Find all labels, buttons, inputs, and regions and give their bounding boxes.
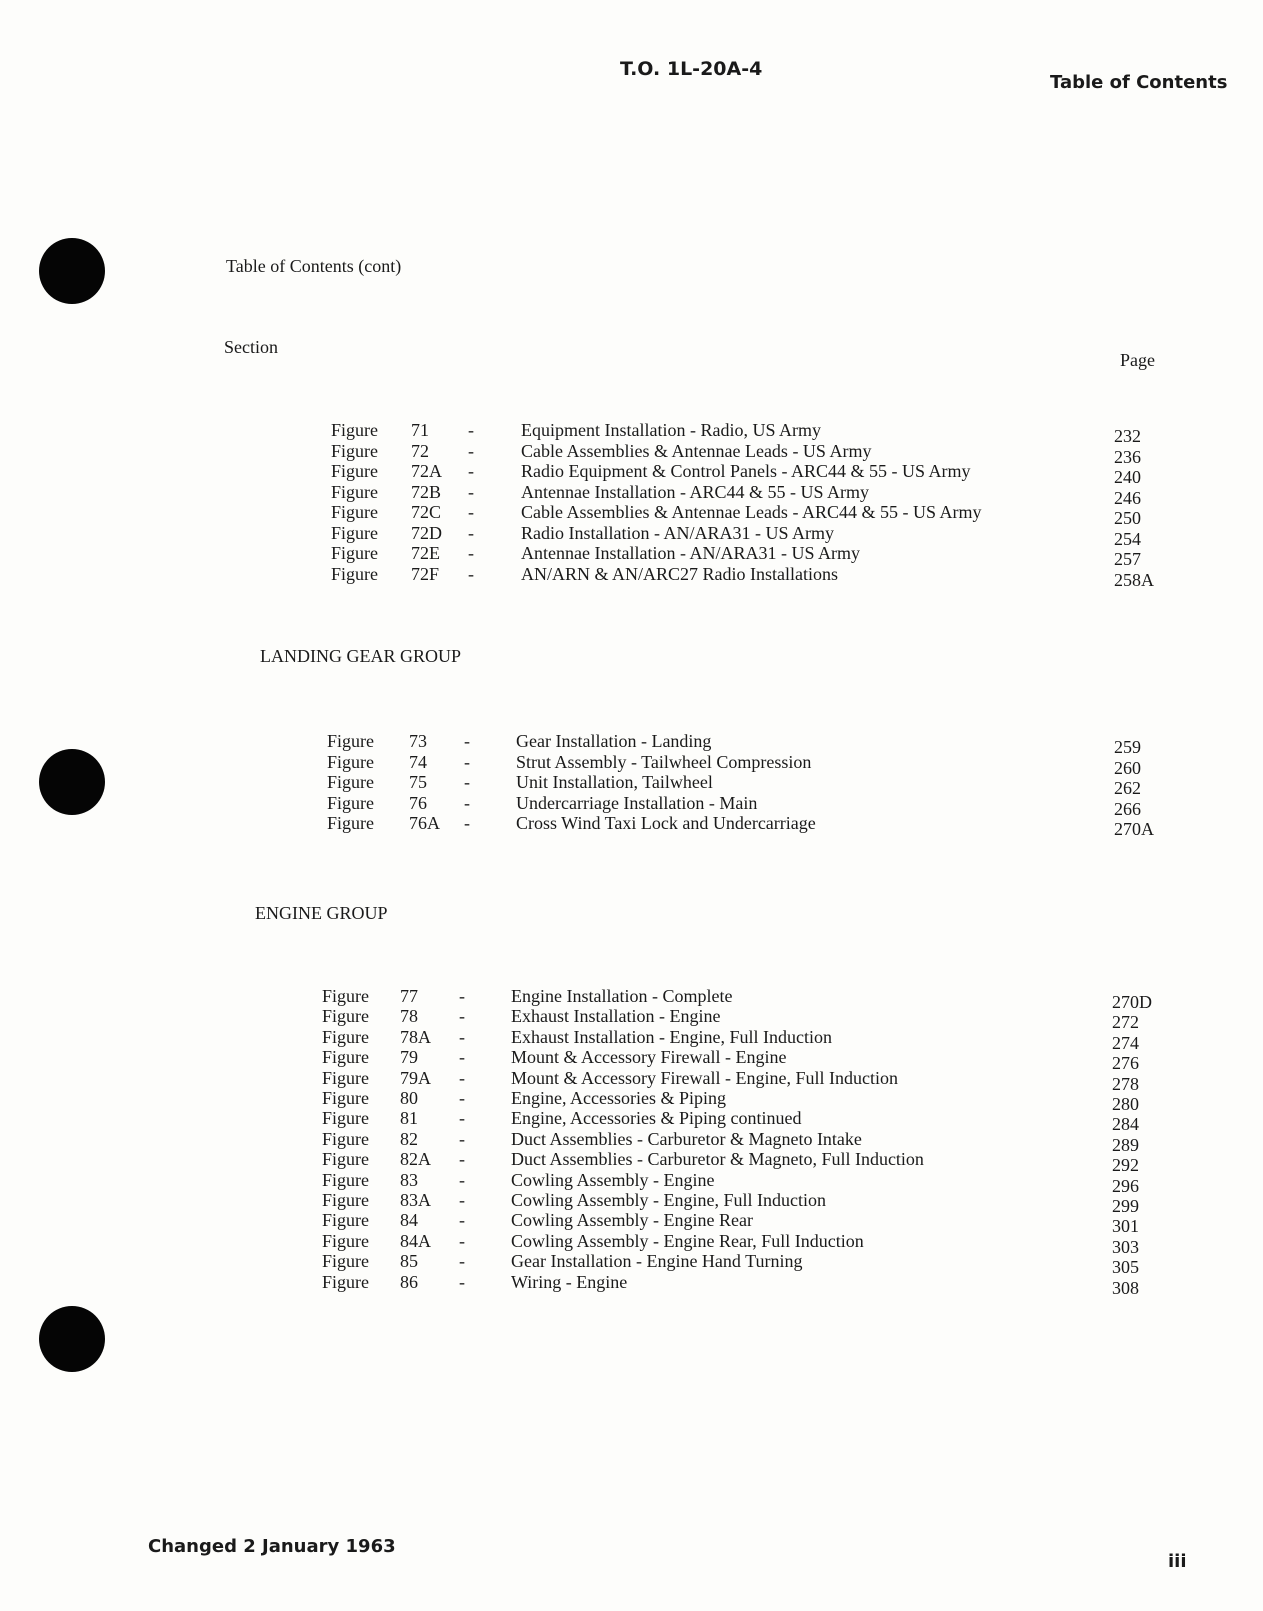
figure-label: Figure (331, 461, 378, 481)
figure-title: Duct Assemblies - Carburetor & Magneto, Full Induction (511, 1149, 924, 1170)
figure-label: Figure (322, 1230, 369, 1251)
separator-dash: - (468, 440, 474, 461)
figure-number: 73 (409, 731, 427, 751)
figure-title: Antennae Installation - ARC44 & 55 - US Army (521, 481, 869, 502)
figure-label: Figure (327, 813, 374, 833)
page-ref: 284 (1112, 1114, 1139, 1135)
page-ref: 289 (1112, 1134, 1139, 1155)
figure-number: 76 (409, 792, 427, 813)
figure-label: Figure (322, 986, 369, 1006)
toc-entry (0, 1149, 1263, 1176)
page-ref: 266 (1114, 798, 1141, 819)
figure-label: Figure (322, 1047, 369, 1068)
separator-dash: - (459, 1230, 465, 1251)
figure-number: 83A (400, 1190, 431, 1210)
separator-dash: - (464, 813, 470, 833)
toc-entry (0, 522, 1263, 549)
separator-dash: - (459, 986, 465, 1006)
figure-label: Figure (331, 543, 378, 563)
change-note: Changed 2 January 1963 (148, 1536, 396, 1557)
figure-number: 72F (411, 563, 440, 584)
separator-dash: - (468, 420, 474, 440)
figure-title: AN/ARN & AN/ARC27 Radio Installations (521, 563, 839, 584)
page-subheading: Table of Contents (cont) (226, 256, 402, 276)
toc-entry (0, 1190, 1263, 1216)
figure-label: Figure (331, 563, 378, 584)
figure-label: Figure (322, 1026, 369, 1047)
figure-label: Figure (327, 751, 374, 772)
separator-dash: - (468, 543, 474, 563)
separator-dash: - (464, 772, 470, 792)
figure-title: Mount & Accessory Firewall - Engine (511, 1047, 787, 1068)
toc-entry (0, 440, 1263, 467)
figure-label: Figure (331, 481, 378, 502)
toc-entry (0, 461, 1263, 487)
page-ref: 236 (1114, 446, 1141, 467)
toc-entry (0, 792, 1263, 819)
figure-number: 82 (400, 1128, 418, 1149)
figure-title: Cross Wind Taxi Lock and Undercarriage (516, 813, 816, 833)
figure-number: 79A (400, 1067, 431, 1088)
page-ref: 272 (1112, 1012, 1139, 1033)
toc-entry (0, 1006, 1263, 1033)
page-ref: 240 (1114, 467, 1141, 487)
figure-number: 84 (400, 1210, 418, 1231)
separator-dash: - (459, 1251, 465, 1272)
separator-dash: - (468, 502, 474, 522)
page-column-label: Page (1120, 350, 1155, 370)
toc-entry (0, 751, 1263, 778)
page-ref: 299 (1112, 1196, 1139, 1216)
figure-number: 80 (400, 1088, 418, 1108)
header-section-title: Table of Contents (1050, 72, 1228, 93)
toc-entry (0, 1108, 1263, 1135)
page-ref: 296 (1112, 1175, 1139, 1196)
separator-dash: - (459, 1271, 465, 1292)
figure-number: 83 (400, 1169, 418, 1190)
page-ref: 274 (1112, 1032, 1139, 1053)
figure-number: 79 (400, 1047, 418, 1068)
figure-number: 72D (411, 522, 442, 543)
figure-number: 85 (400, 1251, 418, 1272)
toc-entry (0, 1067, 1263, 1094)
figure-number: 72E (411, 543, 440, 563)
page-ref: 257 (1114, 549, 1141, 569)
figure-label: Figure (327, 792, 374, 813)
figure-title: Gear Installation - Engine Hand Turning (511, 1251, 803, 1272)
figure-label: Figure (322, 1067, 369, 1088)
toc-entry (0, 772, 1263, 798)
separator-dash: - (459, 1190, 465, 1210)
figure-label: Figure (331, 522, 378, 543)
figure-number: 72A (411, 461, 442, 481)
figure-label: Figure (322, 1169, 369, 1190)
figure-title: Cable Assemblies & Antennae Leads - ARC44 & 55 - US Army (521, 502, 982, 522)
figure-number: 78 (400, 1006, 418, 1027)
separator-dash: - (459, 1169, 465, 1190)
toc-entry (0, 502, 1263, 528)
binder-hole (39, 1306, 105, 1372)
separator-dash: - (459, 1149, 465, 1170)
toc-entry (0, 1169, 1263, 1196)
separator-dash: - (468, 461, 474, 481)
figure-title: Engine Installation - Complete (511, 986, 733, 1006)
figure-number: 71 (411, 420, 429, 440)
figure-title: Engine, Accessories & Piping (511, 1088, 726, 1108)
figure-title: Mount & Accessory Firewall - Engine, Full Induction (511, 1067, 898, 1088)
figure-title: Antennae Installation - AN/ARA31 - US Army (521, 543, 860, 563)
page-ref: 303 (1112, 1236, 1139, 1257)
page-ref: 232 (1114, 426, 1141, 446)
figure-number: 72C (411, 502, 442, 522)
page-ref: 308 (1112, 1277, 1139, 1298)
figure-title: Cowling Assembly - Engine Rear, Full Induction (511, 1230, 864, 1251)
figure-title: Equipment Installation - Radio, US Army (521, 420, 821, 440)
figure-label: Figure (327, 772, 374, 792)
page-ref: 270A (1114, 819, 1154, 839)
figure-number: 84A (400, 1230, 431, 1251)
separator-dash: - (468, 522, 474, 543)
separator-dash: - (468, 563, 474, 584)
figure-title: Cowling Assembly - Engine, Full Induction (511, 1190, 826, 1210)
page-ref: 301 (1112, 1216, 1139, 1237)
separator-dash: - (459, 1108, 465, 1129)
figure-number: 72 (411, 440, 429, 461)
figure-number: 81 (400, 1108, 418, 1129)
group-title-engine: ENGINE GROUP (255, 903, 388, 923)
toc-entry (0, 1088, 1263, 1114)
figure-title: Duct Assemblies - Carburetor & Magneto Intake (511, 1128, 862, 1149)
toc-entry (0, 1251, 1263, 1278)
figure-label: Figure (322, 1149, 369, 1170)
figure-title: Cable Assemblies & Antennae Leads - US Army (521, 440, 872, 461)
toc-entry (0, 543, 1263, 569)
page-ref: 259 (1114, 737, 1141, 757)
toc-entry (0, 1026, 1263, 1053)
figure-number: 76A (409, 813, 440, 833)
separator-dash: - (459, 1026, 465, 1047)
figure-number: 86 (400, 1271, 418, 1292)
toc-entry (0, 1271, 1263, 1298)
separator-dash: - (464, 731, 470, 751)
toc-entry (0, 1230, 1263, 1257)
separator-dash: - (464, 751, 470, 772)
binder-hole (39, 238, 105, 304)
figure-title: Exhaust Installation - Engine, Full Induction (511, 1026, 832, 1047)
page-ref: 278 (1112, 1073, 1139, 1094)
figure-label: Figure (322, 1190, 369, 1210)
figure-title: Radio Installation - AN/ARA31 - US Army (521, 522, 834, 543)
figure-label: Figure (331, 440, 378, 461)
toc-entry (0, 481, 1263, 508)
page-number: iii (1168, 1551, 1187, 1572)
page-ref: 305 (1112, 1257, 1139, 1278)
figure-label: Figure (331, 502, 378, 522)
page-ref: 246 (1114, 487, 1141, 508)
figure-title: Undercarriage Installation - Main (516, 792, 758, 813)
figure-title: Strut Assembly - Tailwheel Compression (516, 751, 812, 772)
figure-title: Unit Installation, Tailwheel (516, 772, 713, 792)
toc-entry (0, 420, 1263, 446)
separator-dash: - (459, 1006, 465, 1027)
figure-label: Figure (331, 420, 378, 440)
page-ref: 260 (1114, 757, 1141, 778)
separator-dash: - (459, 1088, 465, 1108)
figure-label: Figure (327, 731, 374, 751)
page-ref: 258A (1114, 569, 1154, 590)
figure-title: Cowling Assembly - Engine Rear (511, 1210, 753, 1231)
figure-title: Cowling Assembly - Engine (511, 1169, 715, 1190)
page-ref: 254 (1114, 528, 1141, 549)
page-ref: 250 (1114, 508, 1141, 528)
page-ref: 292 (1112, 1155, 1139, 1176)
figure-number: 72B (411, 481, 442, 502)
separator-dash: - (468, 481, 474, 502)
toc-entry (0, 1210, 1263, 1237)
page-ref: 270D (1112, 992, 1152, 1012)
figure-title: Wiring - Engine (511, 1271, 628, 1292)
toc-entry (0, 731, 1263, 757)
document-number: T.O. 1L-20A-4 (620, 58, 763, 80)
page-ref: 276 (1112, 1053, 1139, 1074)
section-column-label: Section (224, 337, 278, 357)
page-ref: 280 (1112, 1094, 1139, 1114)
figure-label: Figure (322, 1271, 369, 1292)
toc-entry (0, 813, 1263, 839)
figure-number: 75 (409, 772, 427, 792)
figure-number: 74 (409, 751, 427, 772)
toc-entry (0, 563, 1263, 590)
separator-dash: - (464, 792, 470, 813)
separator-dash: - (459, 1047, 465, 1068)
figure-label: Figure (322, 1128, 369, 1149)
figure-number: 78A (400, 1026, 431, 1047)
toc-entry (0, 986, 1263, 1012)
group-title-landing-gear: LANDING GEAR GROUP (260, 646, 461, 666)
separator-dash: - (459, 1210, 465, 1231)
page-ref: 262 (1114, 778, 1141, 798)
toc-entry (0, 1047, 1263, 1074)
figure-number: 82A (400, 1149, 431, 1170)
figure-title: Engine, Accessories & Piping continued (511, 1108, 802, 1129)
figure-label: Figure (322, 1088, 369, 1108)
figure-label: Figure (322, 1210, 369, 1231)
separator-dash: - (459, 1128, 465, 1149)
figure-label: Figure (322, 1108, 369, 1129)
figure-title: Radio Equipment & Control Panels - ARC44 & 55 - US Army (521, 461, 971, 481)
figure-number: 77 (400, 986, 418, 1006)
figure-label: Figure (322, 1006, 369, 1027)
figure-title: Gear Installation - Landing (516, 731, 712, 751)
figure-label: Figure (322, 1251, 369, 1272)
toc-entry (0, 1128, 1263, 1155)
figure-title: Exhaust Installation - Engine (511, 1006, 721, 1027)
separator-dash: - (459, 1067, 465, 1088)
